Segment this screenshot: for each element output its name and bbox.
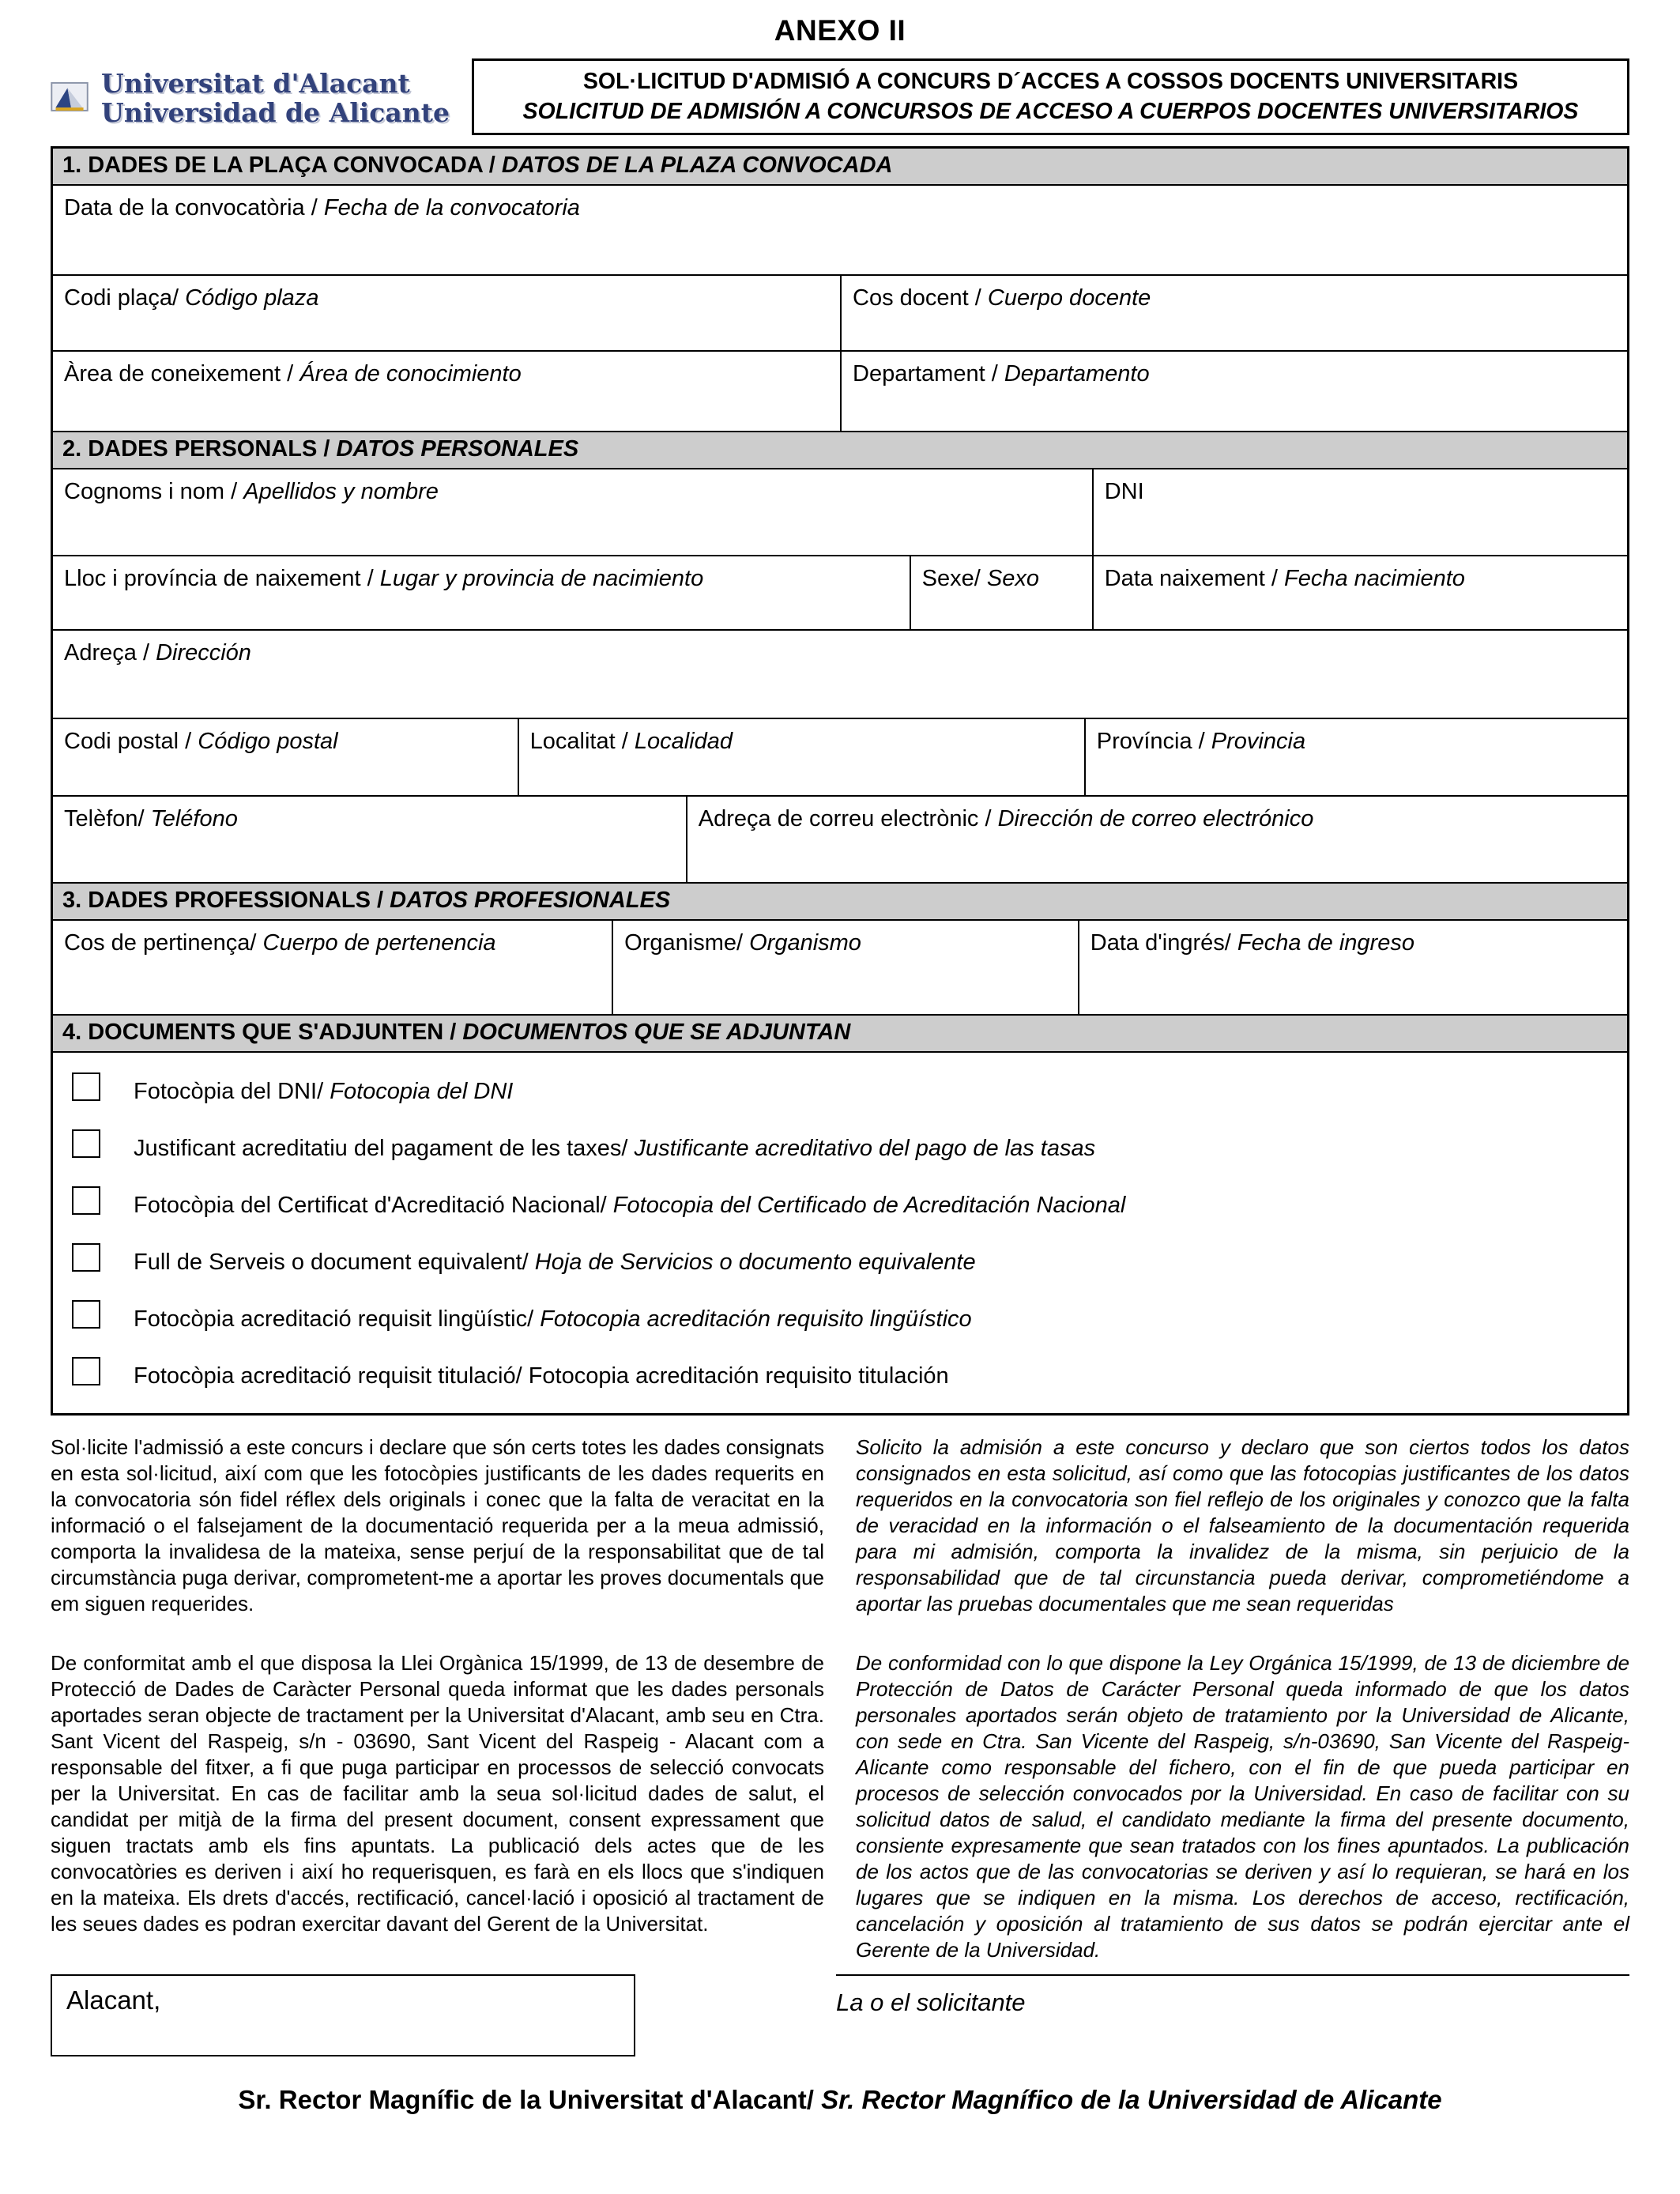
label-es: Fotocopia del Certificado de Acreditación Nacional bbox=[612, 1193, 1126, 1219]
section-4-header bbox=[53, 1014, 1627, 1051]
field-organisme[interactable] bbox=[612, 921, 1078, 1014]
declaration-column-ca bbox=[51, 1434, 824, 1963]
declaration bbox=[51, 1434, 1629, 1963]
label-ca: Lloc i província de naixement / bbox=[64, 565, 374, 591]
checkbox-dni[interactable] bbox=[72, 1072, 100, 1101]
field-label bbox=[64, 360, 829, 388]
field-label bbox=[853, 285, 1616, 312]
label-ca: Cos de pertinença/ bbox=[64, 929, 257, 956]
field-label bbox=[1097, 728, 1616, 756]
label-es: Departamento bbox=[1004, 360, 1150, 386]
document-item-requisit-titulacio bbox=[53, 1348, 1627, 1405]
label-ca: Localitat / bbox=[529, 728, 628, 754]
section-2-header bbox=[53, 431, 1627, 468]
document-item-requisit-linguistic bbox=[53, 1291, 1627, 1348]
document-label bbox=[134, 1250, 976, 1276]
page-title: ANEXO II bbox=[774, 14, 906, 47]
label-ca: Departament / bbox=[853, 360, 998, 386]
field-codi-placa[interactable] bbox=[53, 276, 840, 350]
field-label bbox=[1090, 929, 1616, 957]
label-ca: Data naixement / bbox=[1104, 565, 1278, 591]
section-1-header bbox=[53, 149, 1627, 184]
label-es: Fecha de ingreso bbox=[1237, 929, 1414, 956]
field-sexe[interactable] bbox=[910, 556, 1092, 629]
field-label bbox=[1105, 478, 1616, 506]
field-codi-postal[interactable] bbox=[53, 719, 518, 795]
checkbox-requisit-titulacio[interactable] bbox=[72, 1357, 100, 1385]
place-date-box[interactable] bbox=[51, 1974, 635, 2056]
label-es: Dirección de correo electrónico bbox=[997, 805, 1314, 831]
field-dni[interactable] bbox=[1092, 469, 1627, 555]
field-cos-docent[interactable] bbox=[840, 276, 1627, 350]
field-provincia[interactable] bbox=[1084, 719, 1627, 795]
field-telefon[interactable] bbox=[53, 797, 686, 882]
field-label bbox=[922, 565, 1081, 593]
signature-row bbox=[51, 1974, 1629, 2056]
label-es: Dirección bbox=[156, 639, 251, 665]
form-title-box bbox=[472, 58, 1629, 135]
label-ca: Província / bbox=[1096, 728, 1205, 754]
field-label bbox=[853, 360, 1616, 388]
addressee-es: Sr. Rector Magnífico de la Universidad de Alicante bbox=[821, 2084, 1442, 2114]
checkbox-acreditacio-nacional[interactable] bbox=[72, 1186, 100, 1215]
privacy-paragraph-es: De conformidad con lo que dispone la Ley Orgánica 15/1999, de 13 de diciembre de Protección de Datos de Carácter Personal queda informado de que los datos personales aportados serán objeto de tratamiento por la Universidad de Alicante, con sede en Ctra. San Vicente del Raspeig, s/n-03690, San Vicente del Raspeig-Alicante como responsable del fichero, con el fin de que pueda participar en procesos de selección convocados por la Universidad. En caso de facilitar con su solicitud datos de salud, el candidato mediante la firma del presente documento, consiente expresamente que sean tratados con los fines apuntados. La publicación de los actos que de las convocatorias se deriven y así lo requieran, se hará en los lugares que se indiquen en la misma. Los derechos de acceso, rectificación, cancelación y oposición al tratamiento de sus datos se podrán ejercitar ante el Gerente de la Universidad. bbox=[856, 1650, 1629, 1962]
label-es: Teléfono bbox=[150, 805, 238, 831]
declaration-paragraph-ca: Sol·licite l'admissió a este concurs i declare que són certs totes les dades consignats en esta sol·licitud, així com que les fotocòpies justificants de les dades requerits en la convocatoria són fidel réflex dels originals i conec que la falta de veracitat en la informació o el falsejament de la documentació requerida per a la meua admissió, comporta la invalidesa de la mateixa, sense perjuí de la responsabilitat que de tal circumstància puga derivar, comprometent-me a aportar les proves documentals que em siguen requerides. bbox=[51, 1434, 824, 1615]
label-ca: Fotocòpia acreditació requisit titulació/ bbox=[134, 1363, 522, 1389]
document-label bbox=[134, 1079, 513, 1105]
field-departament[interactable] bbox=[840, 352, 1627, 431]
form-title-ca: SOL·LICITUD D'ADMISIÓ A CONCURS D´ACCES A COSSOS DOCENTS UNIVERSITARIS bbox=[582, 69, 1519, 94]
label-es: Cuerpo docente bbox=[987, 285, 1151, 311]
label-es: Justificante acreditativo del pago de las tasas bbox=[634, 1136, 1096, 1162]
label-es: Hoja de Servicios o documento equivalente bbox=[534, 1250, 976, 1276]
field-cos-pertinenca[interactable] bbox=[53, 921, 612, 1014]
document-label bbox=[134, 1193, 1125, 1219]
declaration-paragraph-es: Solicito la admisión a este concurso y declaro que son ciertos todos los datos consignados en esta solicitud, así como que las fotocopias justificantes de los datos requeridos en la convocatoria son fiel reflejo de los originales y conozco que la falta de veracidad en la información o el falseamiento de la documentación requerida para mi admisión, comporta la invalidez de la misma, sin perjuicio de la responsabilidad que de tal circunstancia pueda derivar, comprometiéndome a aportar las pruebas documentales que me sean requeridas bbox=[856, 1434, 1629, 1615]
field-area-coneixement[interactable] bbox=[53, 352, 840, 431]
section-1-title-es: DATOS DE LA PLAZA CONVOCADA bbox=[501, 153, 893, 178]
field-data-naixement[interactable] bbox=[1092, 556, 1627, 629]
documents-checklist bbox=[53, 1051, 1627, 1413]
document-item-full-serveis bbox=[53, 1235, 1627, 1291]
label-ca: DNI bbox=[1104, 478, 1144, 504]
label-ca: Codi plaça/ bbox=[64, 285, 179, 311]
label-ca: Justificant acreditatiu del pagament de les taxes/ bbox=[134, 1136, 628, 1162]
form-title-es: SOLICITUD DE ADMISIÓN A CONCURSOS DE ACCESO A CUERPOS DOCENTES UNIVERSITARIOS bbox=[522, 99, 1579, 124]
checkbox-full-serveis[interactable] bbox=[72, 1243, 100, 1272]
field-label bbox=[1105, 565, 1616, 593]
field-label bbox=[64, 805, 675, 833]
label-ca: Organisme/ bbox=[624, 929, 744, 956]
document-item-acreditacio-nacional bbox=[53, 1178, 1627, 1235]
field-label bbox=[64, 478, 1081, 506]
label-ca: Data de la convocatòria / bbox=[64, 194, 318, 221]
field-data-convocatoria[interactable] bbox=[53, 186, 1627, 274]
label-es: Lugar y provincia de nacimiento bbox=[379, 565, 704, 591]
field-lloc-naixement[interactable] bbox=[53, 556, 910, 629]
field-cognoms-nom[interactable] bbox=[53, 469, 1092, 555]
field-label bbox=[64, 565, 898, 593]
label-es: Fecha nacimiento bbox=[1284, 565, 1465, 591]
university-logo-icon bbox=[51, 73, 89, 125]
label-es: Fotocopia del DNI bbox=[330, 1079, 514, 1105]
logo-line-2: Universidad de Alicante bbox=[101, 96, 450, 128]
label-ca: Sexe/ bbox=[921, 565, 981, 591]
document-item-dni bbox=[53, 1064, 1627, 1121]
section-3-title-ca: 3. DADES PROFESSIONALS / bbox=[62, 887, 384, 913]
section-4-title-ca: 4. DOCUMENTS QUE S'ADJUNTEN / bbox=[62, 1019, 457, 1045]
section-2-title-ca: 2. DADES PERSONALS / bbox=[62, 435, 330, 462]
label-ca: Cos docent / bbox=[853, 285, 981, 311]
checkbox-taxes[interactable] bbox=[72, 1129, 100, 1158]
label-es: Fotocopia acreditación requisito titulación bbox=[528, 1363, 949, 1389]
signature-area[interactable] bbox=[836, 1974, 1629, 2017]
label-ca: Adreça de correu electrònic / bbox=[698, 805, 992, 831]
document-item-taxes bbox=[53, 1121, 1627, 1178]
field-label bbox=[530, 728, 1073, 756]
document-label bbox=[134, 1136, 1095, 1162]
university-logo-text bbox=[101, 70, 450, 127]
label-es: Código postal bbox=[198, 728, 338, 754]
label-ca: Codi postal / bbox=[64, 728, 192, 754]
label-ca: Fotocòpia del Certificat d'Acreditació Nacional/ bbox=[134, 1193, 607, 1219]
field-data-ingres[interactable] bbox=[1078, 921, 1627, 1014]
field-label bbox=[64, 194, 1616, 222]
field-label bbox=[64, 639, 1616, 667]
label-es: Localidad bbox=[634, 728, 733, 754]
field-correu-electronic[interactable] bbox=[686, 797, 1627, 882]
label-es: Código plaza bbox=[185, 285, 319, 311]
section-3-header bbox=[53, 882, 1627, 919]
label-es: Provincia bbox=[1211, 728, 1306, 754]
university-logo bbox=[51, 58, 450, 135]
section-4-title-es: DOCUMENTOS QUE SE ADJUNTAN bbox=[462, 1019, 851, 1045]
label-ca: Adreça / bbox=[64, 639, 149, 665]
logo-line-1: Universitat d'Alacant bbox=[101, 68, 410, 100]
addressee-ca: Sr. Rector Magnífic de la Universitat d'Alacant/ bbox=[238, 2084, 814, 2114]
signer-label: La o el solicitante bbox=[836, 1988, 1026, 2016]
label-ca: Fotocòpia del DNI/ bbox=[134, 1079, 324, 1105]
declaration-column-es bbox=[856, 1434, 1629, 1963]
field-localitat[interactable] bbox=[518, 719, 1084, 795]
checkbox-requisit-linguistic[interactable] bbox=[72, 1300, 100, 1329]
document-label bbox=[134, 1306, 972, 1333]
form-header bbox=[51, 58, 1629, 135]
label-es: Fecha de la convocatoria bbox=[323, 194, 580, 221]
field-label bbox=[64, 929, 601, 957]
privacy-paragraph-ca: De conformitat amb el que disposa la Llei Orgànica 15/1999, de 13 de desembre de Protecció de Dades de Caràcter Personal queda informat que les dades personals aportades seran objecte de tractament per la Universitat d'Alacant, amb seu en Ctra. Sant Vicent del Raspeig, s/n - 03690, Sant Vicent del Raspeig - Alacant com a responsable del fitxer, a fi que puga participar en processos de selecció convocats per la Universitat. En cas de facilitar amb la seua sol·licitud dades de salut, el candidat per mitjà de la firma del present document, consent expressament que siguen tractats amb els fins apuntats. La publicació dels actes que de les convocatòries es deriven i així ho requerisquen, es farà en els llocs que s'indiquen en la mateixa. Els drets d'accés, rectificació, cancel·lació i oposició al tractament de les seues dades es podran exercitar davant del Gerent de la Universitat. bbox=[51, 1650, 824, 1936]
label-ca: Full de Serveis o document equivalent/ bbox=[134, 1250, 529, 1276]
section-2-title-es: DATOS PERSONALES bbox=[336, 435, 579, 462]
label-ca: Telèfon/ bbox=[64, 805, 145, 831]
field-label bbox=[64, 285, 829, 312]
section-1-title-ca: 1. DADES DE LA PLAÇA CONVOCADA / bbox=[62, 153, 495, 178]
field-label bbox=[64, 728, 507, 756]
label-ca: Data d'ingrés/ bbox=[1090, 929, 1231, 956]
city-label: Alacant, bbox=[66, 1985, 161, 2015]
label-es: Fotocopia acreditación requisito lingüístico bbox=[540, 1306, 972, 1333]
label-es: Cuerpo de pertenencia bbox=[262, 929, 496, 956]
document-label bbox=[134, 1363, 949, 1389]
label-ca: Fotocòpia acreditació requisit lingüístic/ bbox=[134, 1306, 534, 1333]
field-adreca[interactable] bbox=[53, 631, 1627, 718]
section-3-title-es: DATOS PROFESIONALES bbox=[390, 887, 671, 913]
label-es: Apellidos y nombre bbox=[243, 478, 439, 504]
field-label bbox=[699, 805, 1616, 833]
label-ca: Àrea de coneixement / bbox=[64, 360, 294, 386]
label-es: Sexo bbox=[986, 565, 1039, 591]
label-es: Área de conocimiento bbox=[299, 360, 522, 386]
addressee-line bbox=[51, 2085, 1629, 2115]
label-es: Organismo bbox=[749, 929, 861, 956]
field-label bbox=[624, 929, 1067, 957]
form-table bbox=[51, 146, 1629, 1416]
label-ca: Cognoms i nom / bbox=[64, 478, 238, 504]
